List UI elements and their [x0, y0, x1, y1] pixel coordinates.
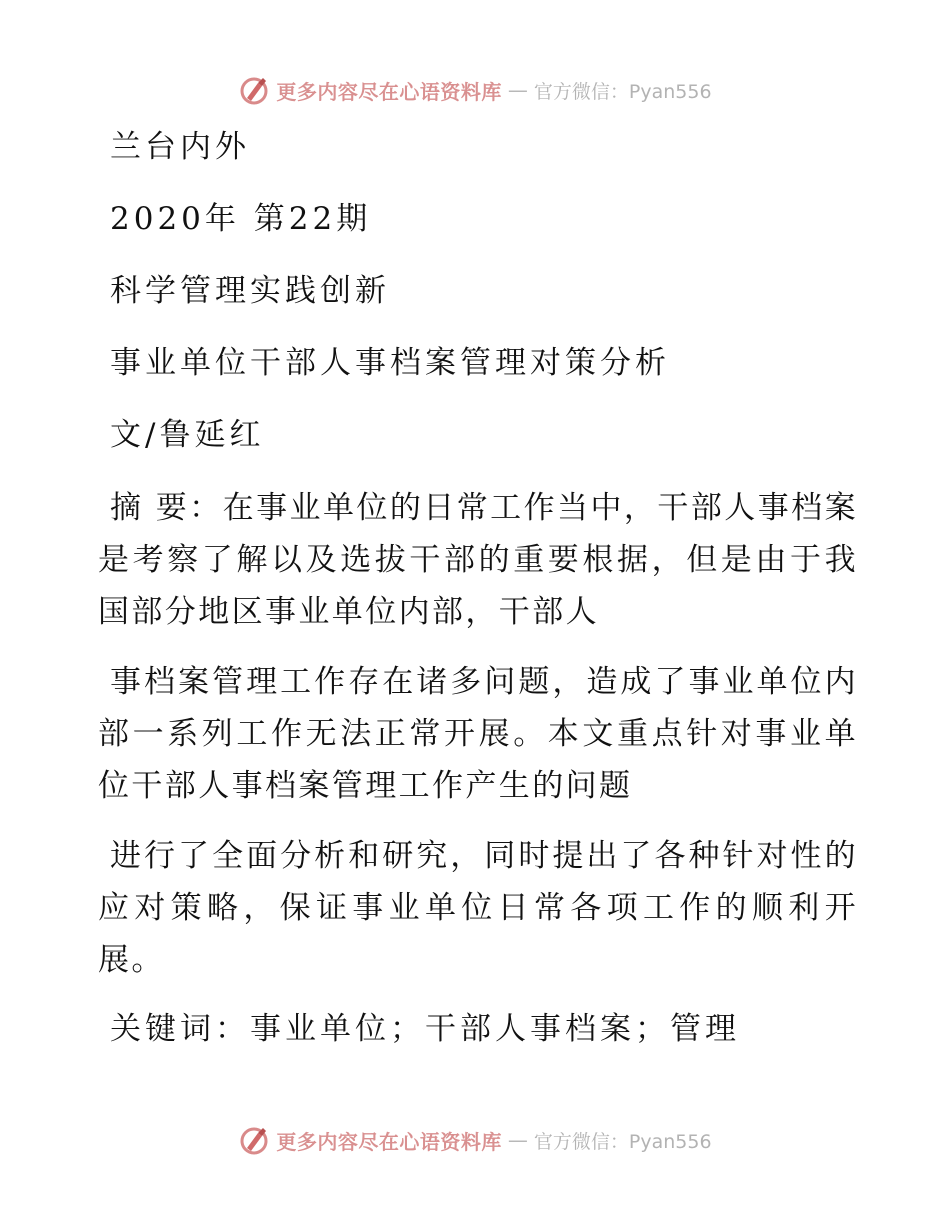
watermark-main-text: 更多内容尽在心语资料库: [276, 79, 502, 104]
abstract-paragraph: [98, 482, 858, 638]
article-title: 事业单位干部人事档案管理对策分析: [110, 345, 670, 381]
journal-name: 兰台内外: [110, 129, 250, 165]
abstract-paragraph: [98, 830, 858, 986]
watermark-sub-text: 官方微信：Pyan556: [533, 80, 712, 103]
article-author: 文/鲁延红: [110, 417, 265, 453]
issue-number: 2020年 第22期: [110, 201, 372, 237]
watermark-bottom: [0, 1120, 950, 1160]
watermark-dash: —: [507, 78, 528, 102]
watermark-sub-text: 官方微信：Pyan556: [533, 1130, 712, 1153]
keywords: 关键词：事业单位；干部人事档案；管理: [110, 1011, 740, 1047]
pen-logo-icon: [238, 74, 270, 106]
pen-logo-icon: [238, 1124, 270, 1156]
watermark-dash: —: [507, 1128, 528, 1152]
watermark-top: [0, 70, 950, 110]
article-content: [98, 122, 858, 1076]
abstract-text: 事档案管理工作存在诸多问题，造成了事业单位内部一系列工作无法正常开展。本文重点针对事业单位干部人事档案管理工作产生的问题: [98, 664, 858, 804]
abstract-text: 进行了全面分析和研究，同时提出了各种针对性的应对策略，保证事业单位日常各项工作的顺利开展。: [98, 838, 858, 978]
abstract-text: 摘 要：在事业单位的日常工作当中，干部人事档案是考察了解以及选拔干部的重要根据，但是由于我国部分地区事业单位内部，干部人: [98, 490, 858, 630]
watermark-main-text: 更多内容尽在心语资料库: [276, 1129, 502, 1154]
column-name: 科学管理实践创新: [110, 273, 390, 309]
abstract-paragraph: [98, 656, 858, 812]
